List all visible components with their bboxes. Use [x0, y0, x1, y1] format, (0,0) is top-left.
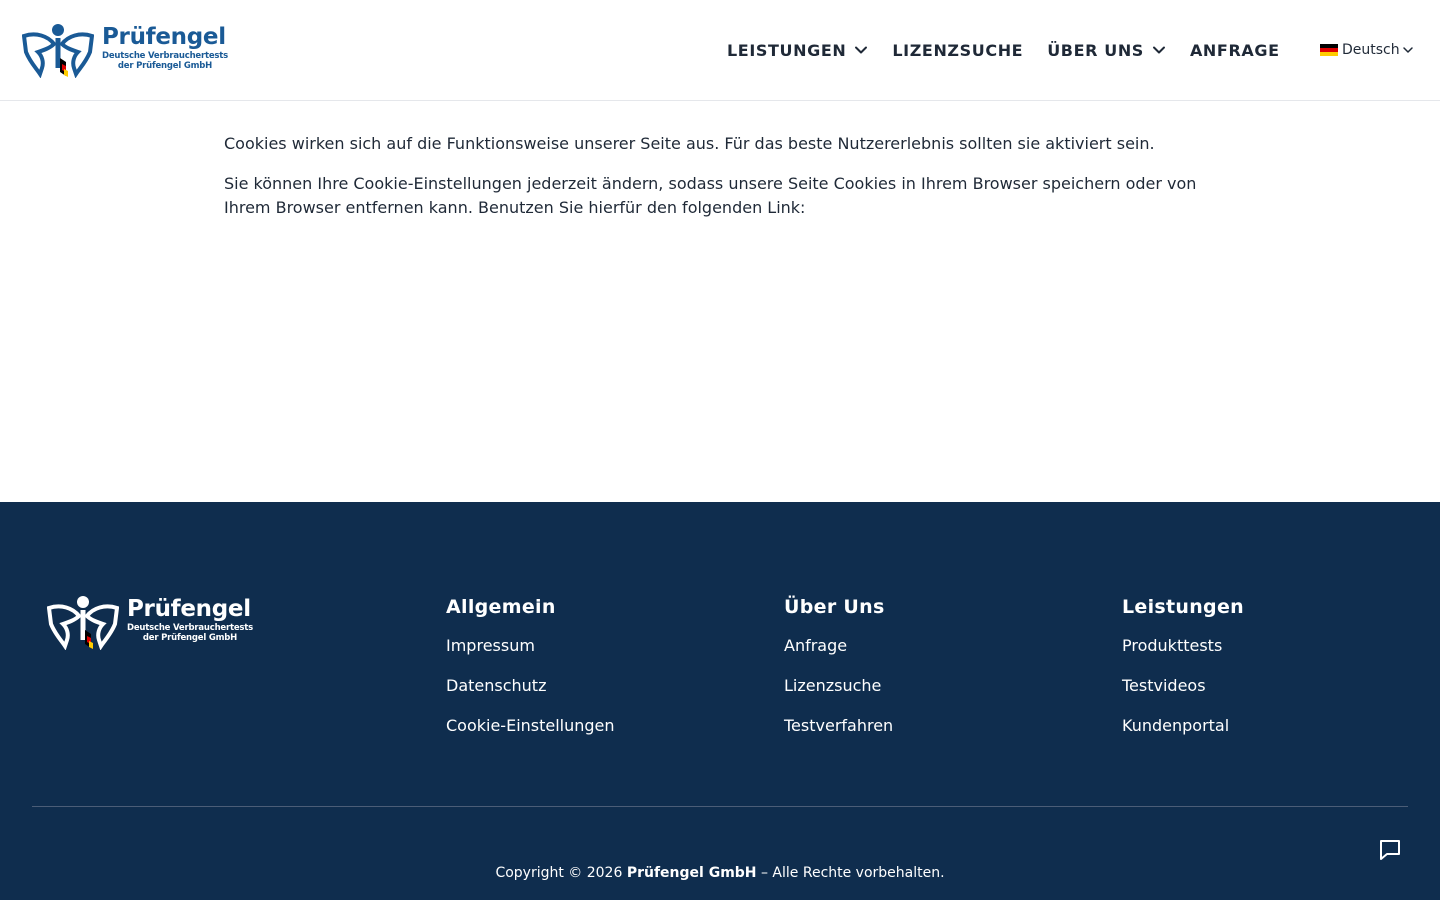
angel-logo-icon	[22, 22, 94, 78]
chevron-down-icon	[1152, 43, 1166, 57]
site-header	[0, 0, 1440, 101]
footer-column-allgemein	[446, 594, 615, 754]
copyright-text	[0, 864, 1440, 882]
copyright-suffix: – Alle Rechte vorbehalten.	[756, 865, 945, 881]
nav-item-label: ANFRAGE	[1189, 40, 1280, 60]
language-label: Deutsch	[1342, 42, 1400, 58]
site-logo[interactable]	[22, 22, 232, 80]
footer-link-testvideos[interactable]: Testvideos	[1122, 676, 1206, 695]
footer-link-anfrage[interactable]: Anfrage	[784, 636, 848, 655]
cookie-info-paragraph-1: Cookies wirken sich auf die Funktionsweise unserer Seite aus. Für das beste Nutzererlebnis sollten sie aktiviert sein.	[224, 134, 1155, 153]
angel-logo-icon	[47, 594, 119, 650]
language-selector[interactable]	[1320, 42, 1414, 58]
chevron-down-icon	[854, 43, 868, 57]
footer-column-heading: Allgemein	[446, 596, 556, 618]
footer-logo-title: Prüfengel	[127, 596, 251, 622]
chat-icon	[1376, 836, 1404, 864]
chat-button[interactable]	[1376, 836, 1404, 864]
footer-column-heading: Über Uns	[784, 596, 885, 618]
main-nav	[727, 38, 1280, 62]
footer-column-heading: Leistungen	[1122, 596, 1244, 618]
nav-item-ueber-uns[interactable]	[1047, 41, 1166, 60]
footer-link-kundenportal[interactable]: Kundenportal	[1122, 716, 1230, 735]
footer-divider	[32, 806, 1408, 807]
nav-item-label: LEISTUNGEN	[727, 40, 847, 60]
footer-logo-subtitle-line2: der Prüfengel GmbH	[142, 633, 238, 643]
copyright-company: Prüfengel GmbH	[626, 865, 757, 881]
german-flag-icon	[1320, 44, 1338, 56]
copyright-prefix: Copyright © 2026	[495, 865, 627, 881]
footer-column-leistungen	[1122, 594, 1244, 754]
footer-link-produkttests[interactable]: Produkttests	[1122, 636, 1223, 655]
logo-subtitle-line1: Deutsche Verbrauchertests	[102, 51, 228, 61]
footer-link-cookie-einstellungen[interactable]: Cookie-Einstellungen	[446, 716, 615, 735]
footer-link-datenschutz[interactable]: Datenschutz	[446, 676, 547, 695]
nav-item-label: LIZENZSUCHE	[892, 40, 1024, 60]
footer-logo[interactable]	[47, 594, 253, 650]
chevron-down-icon	[1402, 44, 1414, 56]
footer-link-impressum[interactable]: Impressum	[446, 636, 535, 655]
nav-item-leistungen[interactable]	[727, 41, 868, 60]
footer-logo-subtitle-line1: Deutsche Verbrauchertests	[127, 623, 253, 633]
site-footer	[0, 502, 1440, 900]
logo-subtitle-line2: der Prüfengel GmbH	[117, 61, 213, 71]
nav-item-lizenzsuche[interactable]	[892, 41, 1023, 60]
footer-link-testverfahren[interactable]: Testverfahren	[784, 716, 894, 735]
cookie-info-content	[224, 132, 1224, 236]
cookie-info-paragraph-2: Sie können Ihre Cookie-Einstellungen jederzeit ändern, sodass unsere Seite Cookies in Ihrem Browser speichern oder von Ihrem Browser entfernen kann. Benutzen Sie hierfür den folgenden Link:	[224, 174, 1197, 217]
nav-item-anfrage[interactable]	[1190, 41, 1280, 60]
logo-title: Prüfengel	[102, 24, 226, 50]
footer-column-ueber-uns	[784, 594, 893, 754]
nav-item-label: ÜBER UNS	[1047, 40, 1144, 60]
footer-link-lizenzsuche[interactable]: Lizenzsuche	[784, 676, 882, 695]
